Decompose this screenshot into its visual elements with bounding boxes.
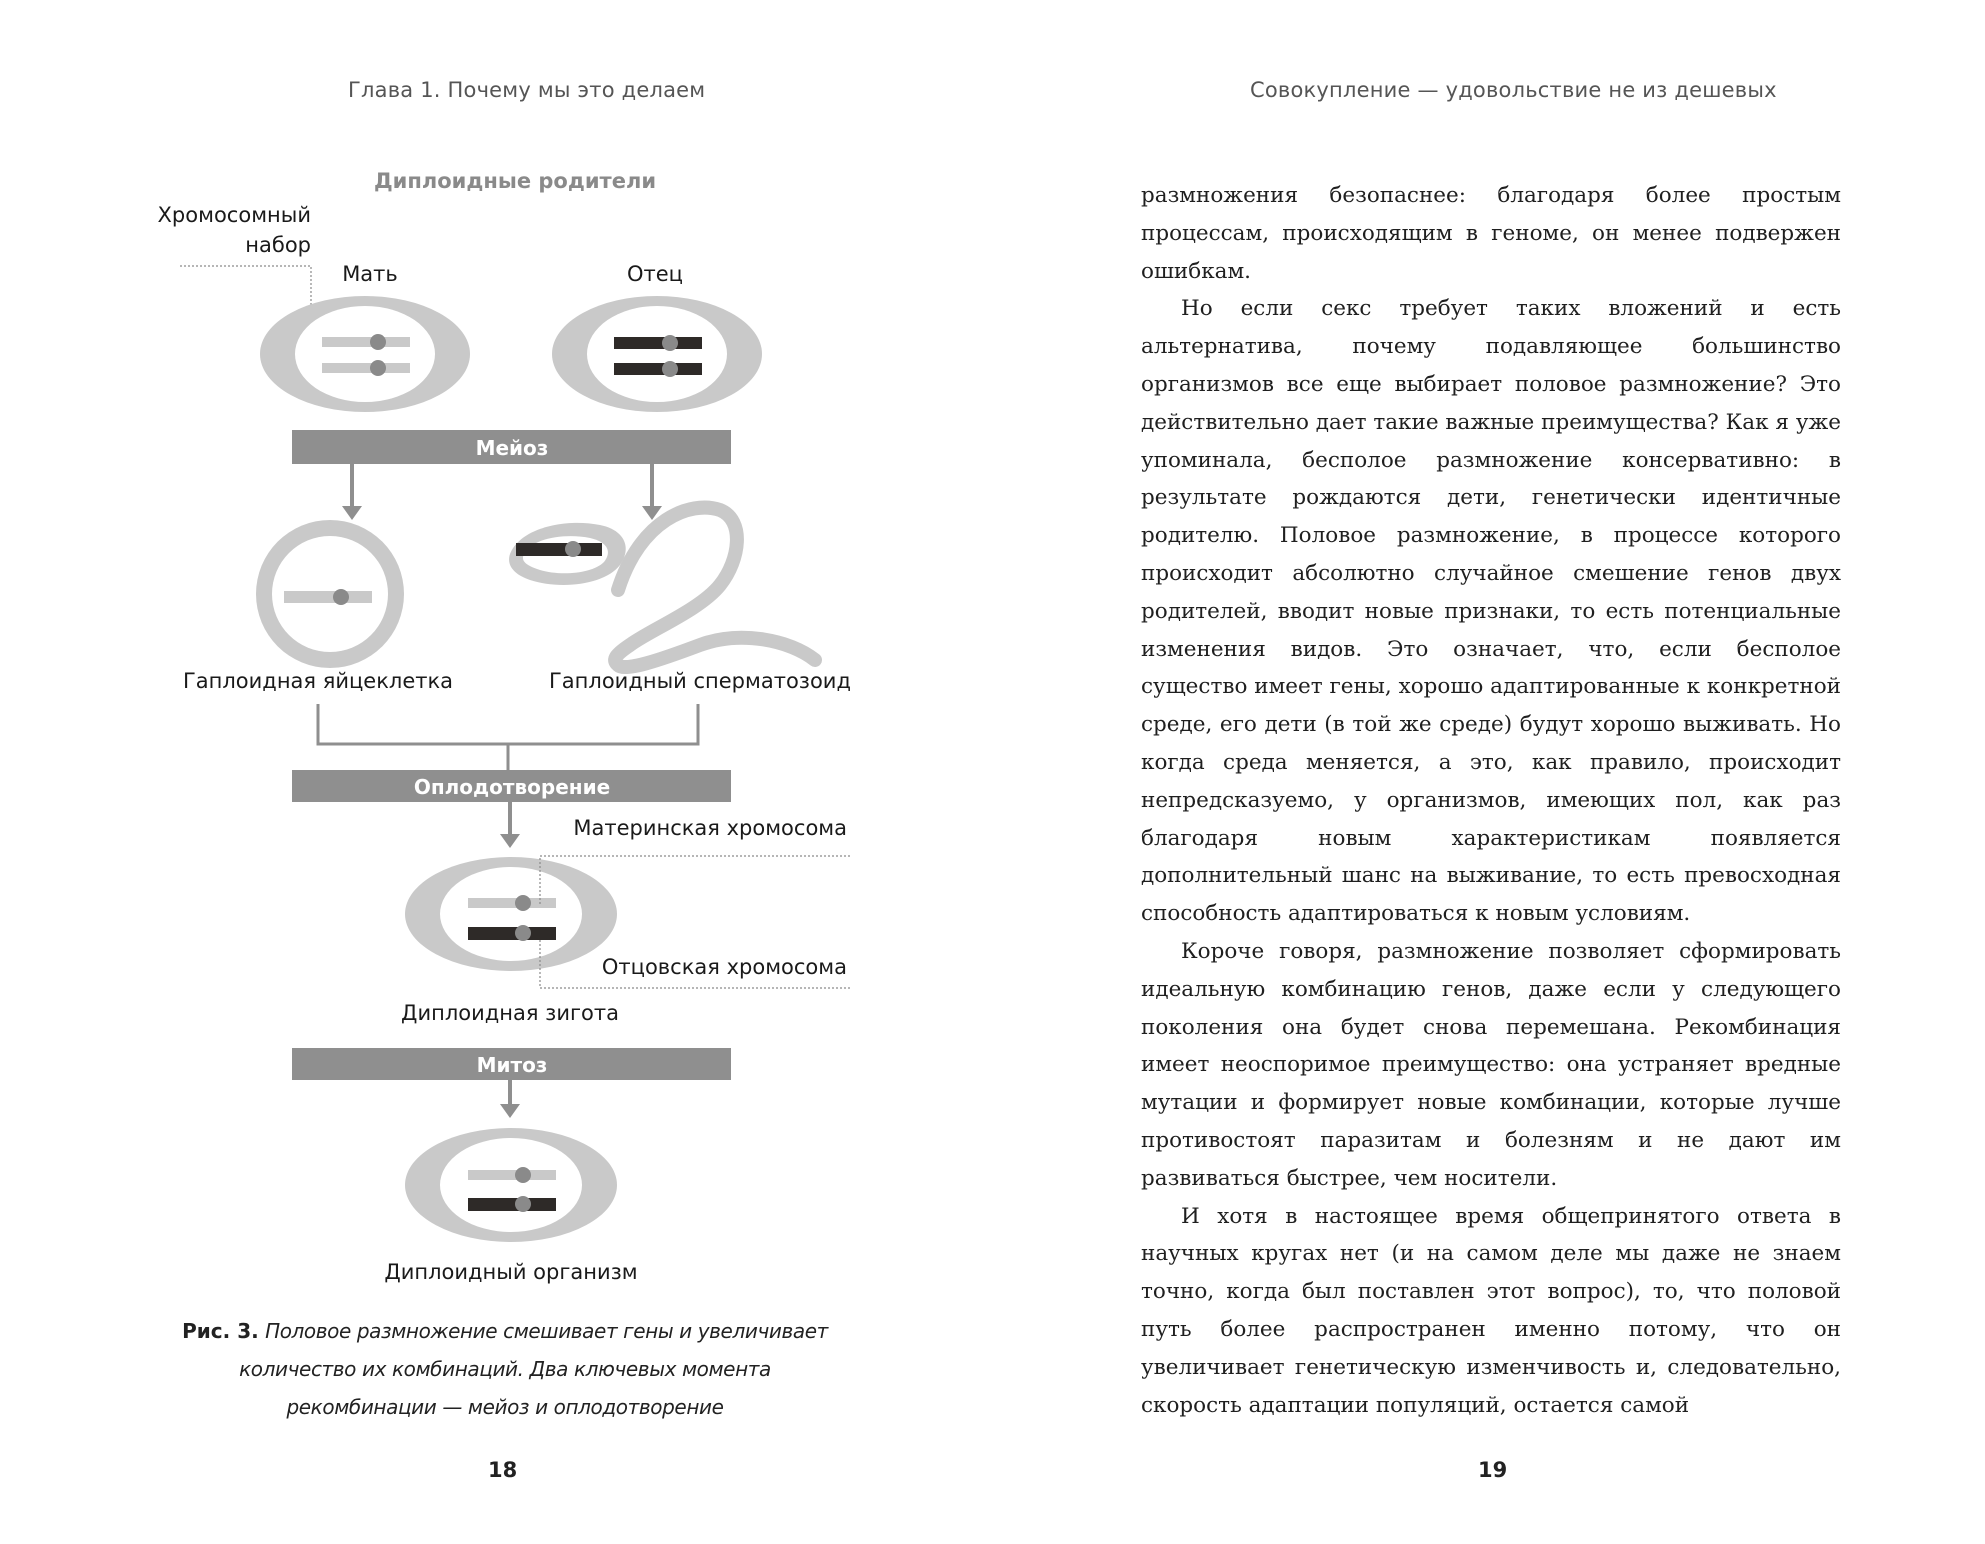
haploid-egg-label: Гаплоидная яйцеклетка xyxy=(182,669,454,693)
body-text xyxy=(1141,177,1841,1424)
caption-line-2: количество их комбинаций. Два ключевых момента xyxy=(239,1357,771,1381)
page-number-left: 18 xyxy=(488,1458,518,1482)
chromosome-set-leader xyxy=(180,266,311,312)
paternal-chromosome-label: Отцовская хромосома xyxy=(601,955,847,979)
father-cell xyxy=(552,296,762,412)
chromosome-set-label-2: набор xyxy=(245,233,311,257)
figure-caption xyxy=(160,1312,850,1426)
meiosis-label: Мейоз xyxy=(475,436,549,460)
fertilization-label: Оплодотворение xyxy=(413,775,611,799)
arrow-to-organism-head xyxy=(500,1104,520,1118)
haploid-egg xyxy=(256,520,404,668)
father-label: Отец xyxy=(627,262,683,286)
paragraph: размножения безопаснее: благодаря более простым процессам, происходящим в геноме, он менее подвержен ошибкам. xyxy=(1141,183,1841,284)
chromosome-set-label: Хромосомный xyxy=(157,203,311,227)
reproduction-diagram xyxy=(0,0,992,1300)
diploid-organism xyxy=(405,1128,617,1242)
paragraph: И хотя в настоящее время общепринятого ответа в научных кругах нет (и на самом деле мы даже не знаем точно, когда был поставлен этот вопрос), то, что половой путь более распространен именно потому, что он увеличивает генетическую изменчивость и, следовательно, скорость адаптации популяций, остается самой xyxy=(1141,1203,1841,1418)
caption-label: Рис. 3. xyxy=(182,1319,259,1343)
running-head-right: Совокупление — удовольствие не из дешевых xyxy=(1250,78,1777,102)
mother-label: Мать xyxy=(342,262,398,286)
diagram-title: Диплоидные родители xyxy=(373,169,657,193)
paragraph: Короче говоря, размножение позволяет сформировать идеальную комбинацию генов, даже если у следующего поколения она будет снова перемешана. Рекомбинация имеет неоспоримое преимущество: она устраняет вредные мутации и формирует новые комбинации, которые лучше противостоят паразитам и болезням и не дают им развиваться быстрее, чем носители. xyxy=(1141,938,1841,1191)
arrow-to-egg-head xyxy=(342,506,362,520)
haploid-sperm xyxy=(509,508,815,667)
diploid-zygote-label: Диплоидная зигота xyxy=(401,1001,619,1025)
left-page xyxy=(0,0,992,1544)
right-page xyxy=(992,0,1985,1544)
page-number-right: 19 xyxy=(1478,1458,1508,1482)
mitosis-label: Митоз xyxy=(476,1053,548,1077)
mother-cell xyxy=(260,296,470,412)
haploid-sperm-label: Гаплоидный сперматозоид xyxy=(549,669,851,693)
running-head-left: Глава 1. Почему мы это делаем xyxy=(348,78,706,102)
caption-line-3: рекомбинации — мейоз и оплодотворение xyxy=(286,1395,724,1419)
maternal-chromosome-label: Материнская хромосома xyxy=(573,816,847,840)
diploid-organism-label: Диплоидный организм xyxy=(384,1260,638,1284)
diploid-zygote xyxy=(405,857,617,971)
caption-line-1: Половое размножение смешивает гены и увеличивает xyxy=(265,1319,828,1343)
fusion-bracket xyxy=(318,704,698,744)
arrow-to-zygote-head xyxy=(500,834,520,848)
paragraph: Но если секс требует таких вложений и есть альтернатива, почему подавляющее большинство организмов все еще выбирает половое размножение? Это действительно дает такие важные преимущества? Как я уже упоминала, бесполое размножение консервативно: в результате рождаются дети, генетически идентичные родителю. Половое размножение, в процессе которого происходит абсолютно случайное смешение генов двух родителей, вводит новые признаки, то есть потенциальные изменения видов. Это означает, что, если бесполое существо имеет гены, хорошо адаптированные к конкретной среде, его дети (в той же среде) будут хорошо выживать. Но когда среда меняется, а это, как правило, происходит непредсказуемо, у организмов, имеющих пол, как раз благодаря новым характеристикам появляется дополнительный шанс на выживание, то есть превосходная способность адаптироваться к новым условиям. xyxy=(1141,296,1841,927)
